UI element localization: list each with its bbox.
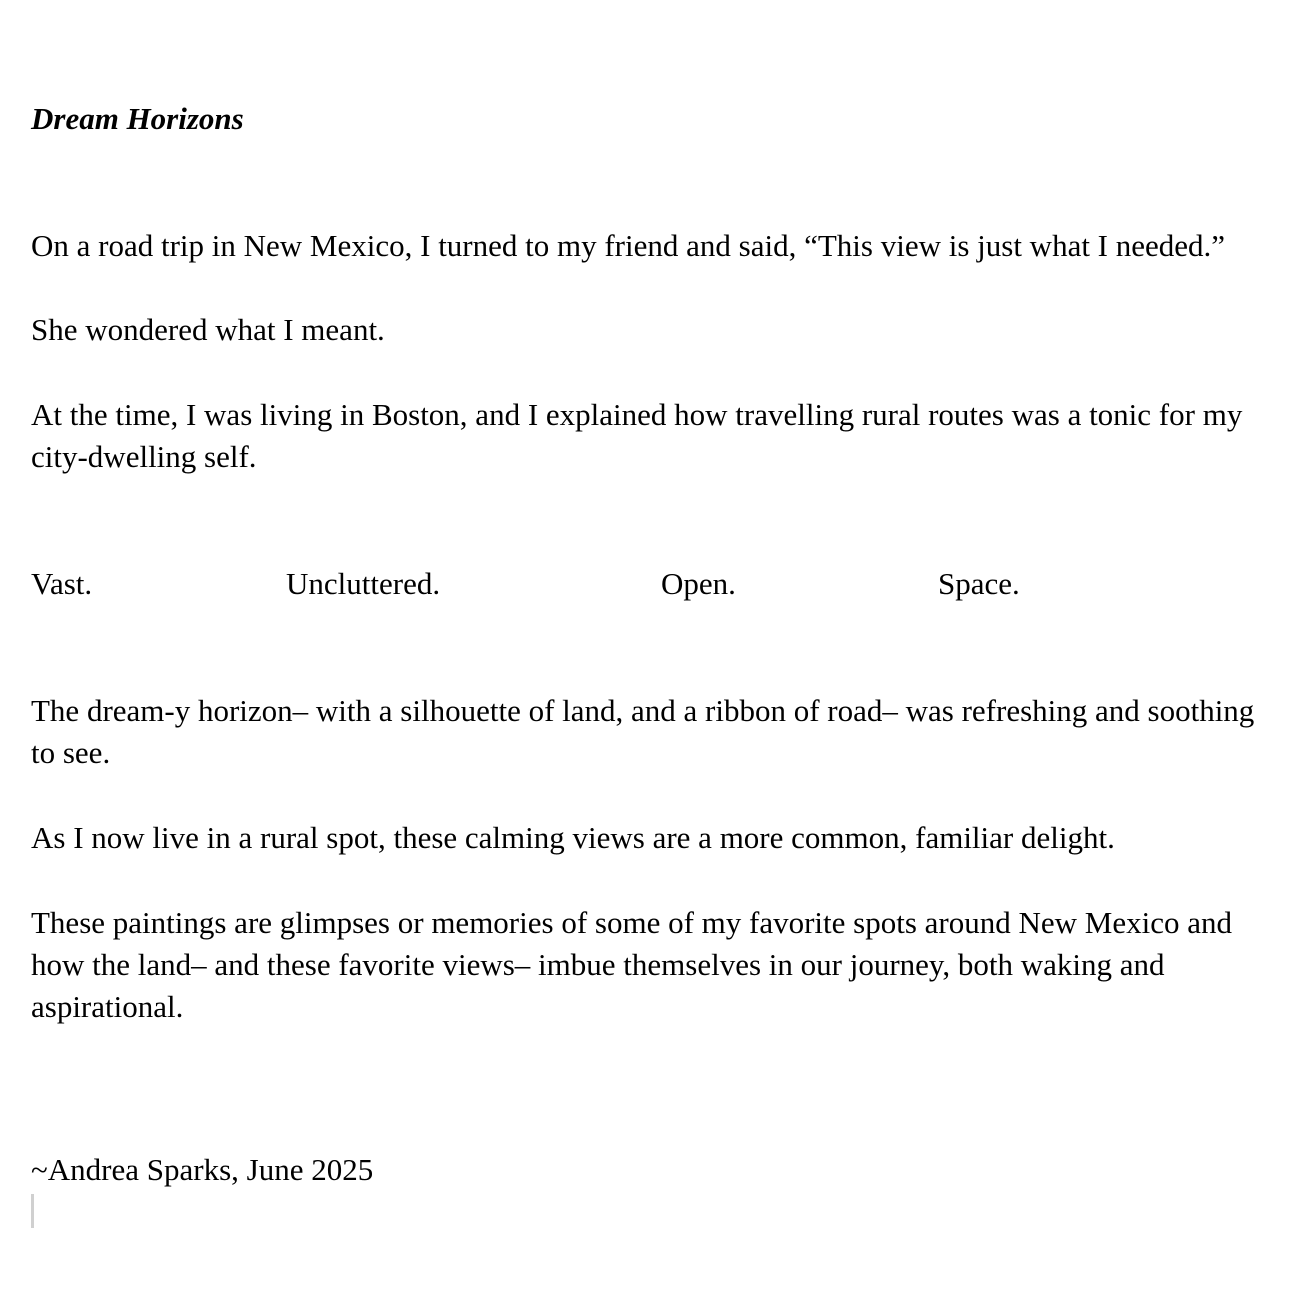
word-open: Open. <box>661 566 736 601</box>
word-uncluttered: Uncluttered. <box>286 566 441 601</box>
word-row <box>31 563 1281 605</box>
text-cursor <box>31 1194 34 1228</box>
signature: ~Andrea Sparks, June 2025 <box>31 1152 374 1187</box>
paragraph-boston: At the time, I was living in Boston, and I explained how travelling rural routes was a tonic for my city-dwelling self. <box>31 397 1243 474</box>
document-title: Dream Horizons <box>31 101 244 136</box>
paragraph-rural-spot: As I now live in a rural spot, these calming views are a more common, familiar delight. <box>31 820 1115 855</box>
word-space: Space. <box>938 566 1020 601</box>
paragraph-she-wondered: She wondered what I meant. <box>31 312 385 347</box>
word-vast: Vast. <box>31 566 93 601</box>
paragraph-dream-horizon: The dream-y horizon– with a silhouette of land, and a ribbon of road– was refreshing and soothing to see. <box>31 693 1255 770</box>
paragraph-road-trip: On a road trip in New Mexico, I turned to my friend and said, “This view is just what I needed.” <box>31 228 1226 263</box>
paragraph-paintings: These paintings are glimpses or memories of some of my favorite spots around New Mexico and how the land– and these favorite views– imbue themselves in our journey, both waking and aspirational. <box>31 905 1232 1024</box>
